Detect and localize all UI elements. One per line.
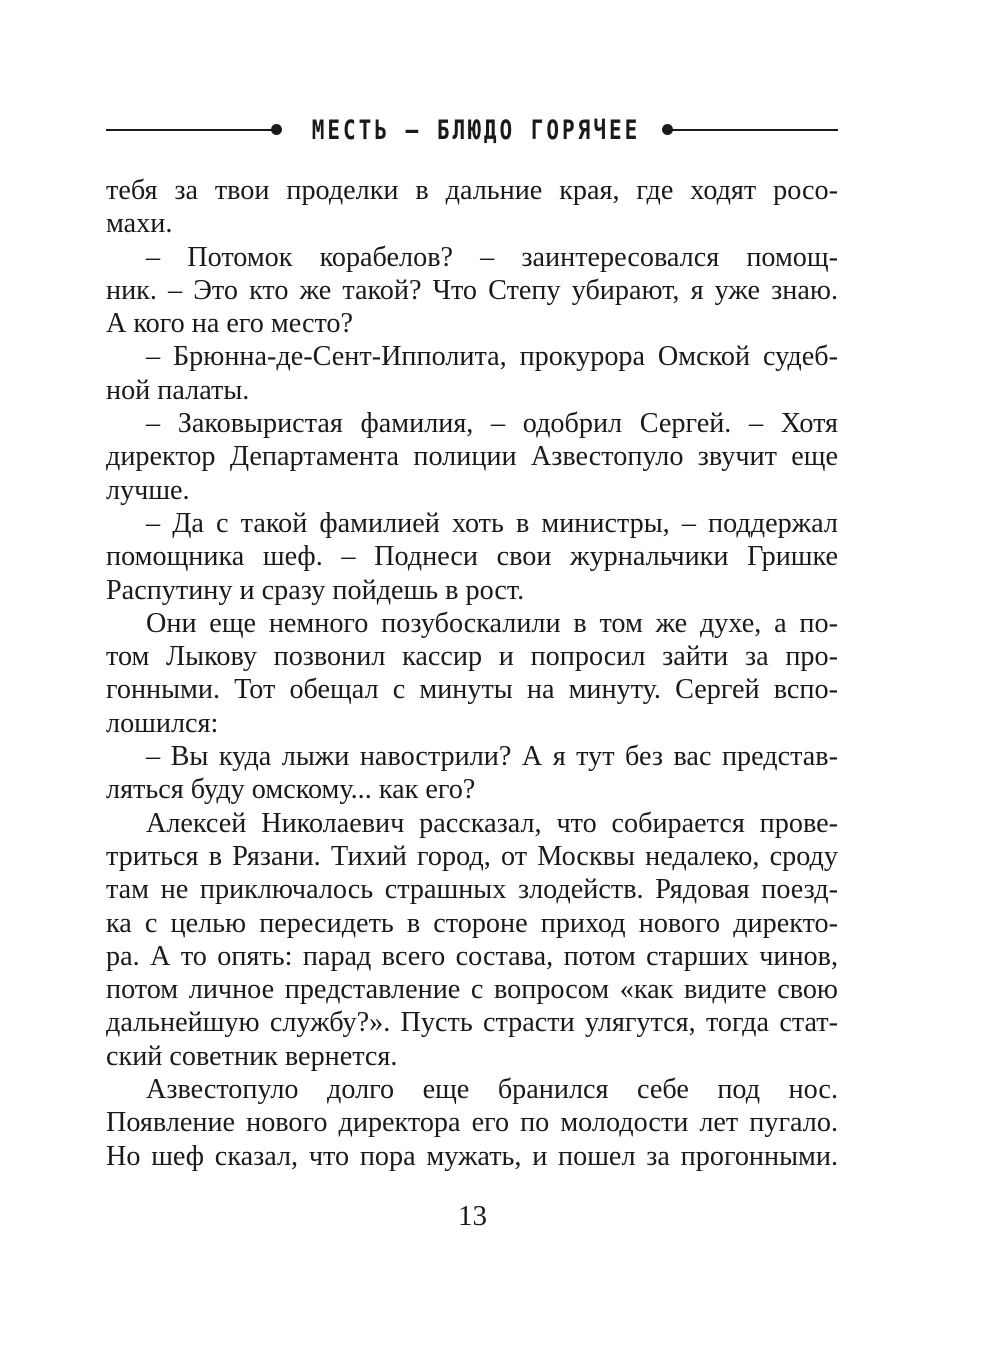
text-line: триться в Рязани. Тихий город, от Москвы недалеко, сроду [106, 840, 838, 872]
text-line: ник. – Это кто же такой? Что Степу убирают, я уже знаю. [106, 274, 838, 306]
text-line: ра. А то опять: парад всего состава, потом старших чинов, [106, 940, 838, 972]
text-line: ной палаты. [106, 374, 250, 406]
text-line: – Потомок корабелов? – заинтересовался помощ- [146, 241, 838, 273]
text-line: тебя за твои проделки в дальние края, где ходят росо- [106, 175, 838, 206]
text-line: Появление нового директора его по молодости лет пугало. [106, 1107, 838, 1139]
text-line: Алексей Николаевич рассказал, что собирается прове- [146, 807, 838, 839]
text-line: ский советник вернется. [106, 1040, 398, 1072]
text-line: А кого на его место? [106, 308, 354, 340]
header-rule-left [106, 129, 278, 131]
text-line: дальнейшую службу?». Пусть страсти улягутся, тогда стат- [106, 1007, 838, 1039]
text-line: ка с целью пересидеть в стороне приход нового директо- [106, 907, 838, 939]
text-line: – Заковыристая фамилия, – одобрил Сергей. – Хотя [146, 408, 838, 440]
text-line: ляться буду омскому... как его? [106, 774, 476, 806]
text-line: Азвестопуло долго еще бранился себе под нос. [146, 1074, 838, 1106]
text-line: помощника шеф. – Поднеси свои журнальчики Гришке [106, 541, 838, 573]
text-line: Распутину и сразу пойдешь в рост. [106, 574, 525, 606]
running-title: МЕСТЬ – БЛЮДО ГОРЯЧЕЕ [311, 115, 641, 145]
running-header [106, 112, 838, 148]
text-line: Но шеф сказал, что пора мужать, и пошел за прогонными. [106, 1140, 838, 1172]
text-line: махи. [106, 208, 173, 240]
text-line: там не приключалось страшных злодейств. Рядовая поезд- [106, 874, 838, 906]
header-rule-right [666, 129, 838, 131]
text-line: потом личное представление с вопросом «как видите свою [106, 974, 838, 1006]
text-line: том Лыкову позвонил кассир и попросил зайти за про- [106, 641, 838, 673]
text-line: – Брюнна-де-Сент-Ипполита, прокурора Омской судеб- [146, 341, 838, 373]
body-text [106, 174, 838, 1173]
text-line: гонными. Тот обещал с минуты на минуту. Сергей вспо- [106, 674, 838, 706]
page-number: 13 [458, 1200, 487, 1232]
text-line: лучше. [106, 474, 190, 506]
text-line: – Да с такой фамилией хоть в министры, – поддержал [146, 507, 838, 539]
text-line: Они еще немного позубоскалили в том же духе, а по- [146, 607, 838, 639]
text-line: директор Департамента полиции Азвестопуло звучит еще [106, 441, 838, 473]
text-line: – Вы куда лыжи навострили? А я тут без вас представ- [146, 741, 838, 773]
text-line: лошился: [106, 707, 219, 739]
